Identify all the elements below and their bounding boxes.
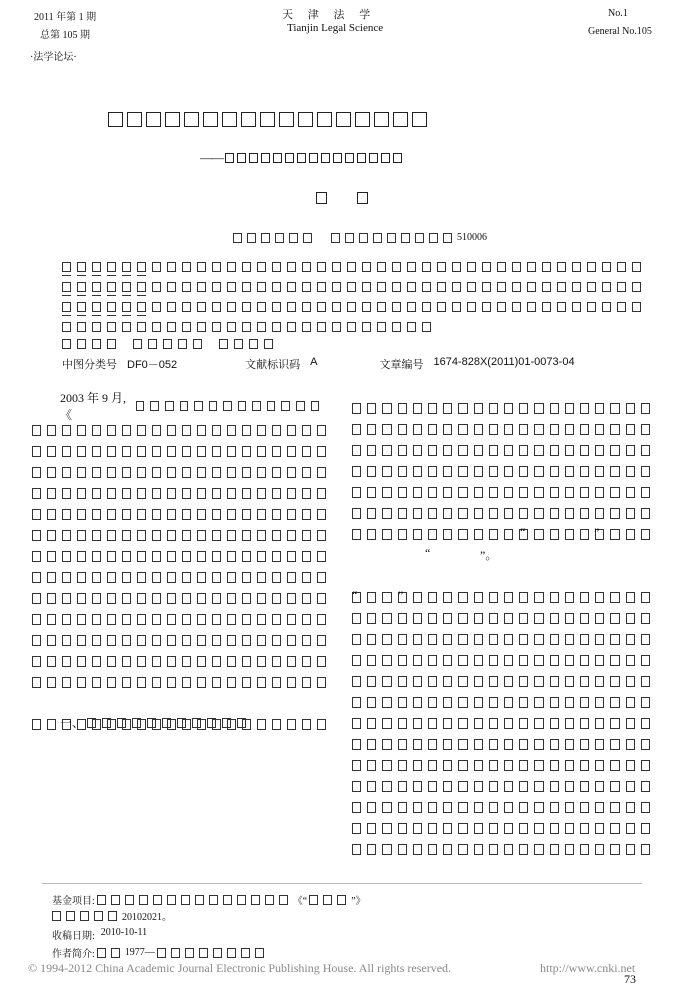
footnote-received — [52, 927, 147, 942]
author-bio-label: 作者简介: — [52, 949, 95, 960]
author-born: 1977— — [124, 947, 155, 958]
general-number-en: General No.105 — [588, 26, 652, 37]
text-line — [352, 587, 652, 608]
page-number: 73 — [624, 972, 636, 986]
issue-number-en: No.1 — [608, 8, 628, 19]
author-affiliation — [233, 232, 487, 243]
text-line — [32, 630, 328, 651]
text-line — [352, 440, 652, 461]
text-line — [32, 483, 328, 504]
article-id-label: 文章编号 — [379, 359, 424, 371]
text-line — [32, 546, 328, 567]
text-line — [32, 672, 328, 693]
quote-mark-close: ” — [594, 525, 600, 539]
journal-name-cn: 天 津 法 学 — [282, 9, 377, 21]
text-line — [352, 524, 652, 545]
section-heading-1 — [60, 714, 249, 731]
clc-label: 中图分类号 — [62, 359, 117, 371]
issue-total: 总第 105 期 — [40, 30, 90, 41]
text-line — [352, 692, 652, 713]
classification-line — [62, 356, 575, 372]
text-line — [352, 629, 652, 650]
quote-mark-close-3: ” — [398, 588, 404, 602]
received-date: 2010-10-11 — [100, 927, 148, 938]
text-line — [32, 420, 328, 441]
article-subtitle — [200, 150, 402, 166]
body-left-column — [32, 391, 322, 422]
text-line — [352, 797, 652, 818]
footnote-fund — [52, 892, 366, 907]
text-line — [352, 755, 652, 776]
text-line — [352, 734, 652, 755]
clc-value: DF0－052 — [127, 359, 178, 371]
text-line — [32, 441, 328, 462]
text-line — [32, 609, 328, 630]
issue-year: 2011 年第 1 期 — [34, 12, 97, 23]
left-column-text — [32, 420, 328, 735]
copyright-notice: © 1994-2012 China Academic Journal Electronic Publishing House. All rights reserved. — [28, 961, 452, 975]
text-line — [352, 839, 652, 860]
text-line — [352, 776, 652, 797]
footnote-fund-number — [52, 908, 172, 923]
doc-code-value: A — [310, 356, 318, 368]
footnote-author — [52, 945, 267, 960]
footnote-divider — [42, 883, 642, 884]
article-id-value: 1674-828X(2011)01-0073-04 — [433, 356, 575, 368]
cnki-url[interactable]: http://www.cnki.net — [540, 961, 636, 975]
text-line — [352, 398, 652, 419]
text-line — [352, 461, 652, 482]
subtitle-dash: —— — [200, 150, 222, 165]
quote-mark-open-2: “ — [425, 546, 431, 560]
text-line — [32, 651, 328, 672]
text-line — [352, 818, 652, 839]
text-line — [32, 462, 328, 483]
text-line — [32, 588, 328, 609]
text-line — [32, 525, 328, 546]
keywords — [62, 339, 652, 353]
text-line — [352, 608, 652, 629]
postal-code: 510006 — [457, 232, 487, 243]
text-line — [352, 503, 652, 524]
opening-text: 2003 年 9 月,《 — [60, 391, 127, 422]
author-name — [316, 192, 368, 204]
abstract — [62, 262, 652, 353]
text-line — [352, 650, 652, 671]
received-label: 收稿日期: — [52, 931, 95, 942]
fund-number: 20102021。 — [122, 912, 172, 923]
fund-open: 《“ — [292, 896, 308, 907]
text-line — [352, 671, 652, 692]
article-title — [108, 112, 427, 127]
section-tag: ·法学论坛· — [30, 52, 77, 63]
journal-name-en: Tianjin Legal Science — [287, 22, 384, 34]
text-line — [352, 419, 652, 440]
quote-mark-open-3: “ — [352, 588, 358, 602]
doc-code-label: 文献标识码 — [245, 359, 301, 371]
text-line — [32, 504, 328, 525]
section-number: 一、 — [60, 716, 85, 730]
fund-close: ”》 — [351, 896, 366, 907]
text-line — [352, 482, 652, 503]
quote-mark-close-2: ”。 — [480, 548, 498, 562]
quote-mark-open: “ — [520, 525, 526, 539]
fund-label: 基金项目: — [52, 896, 95, 907]
text-line — [352, 713, 652, 734]
text-line — [32, 567, 328, 588]
right-column-text — [352, 398, 652, 860]
